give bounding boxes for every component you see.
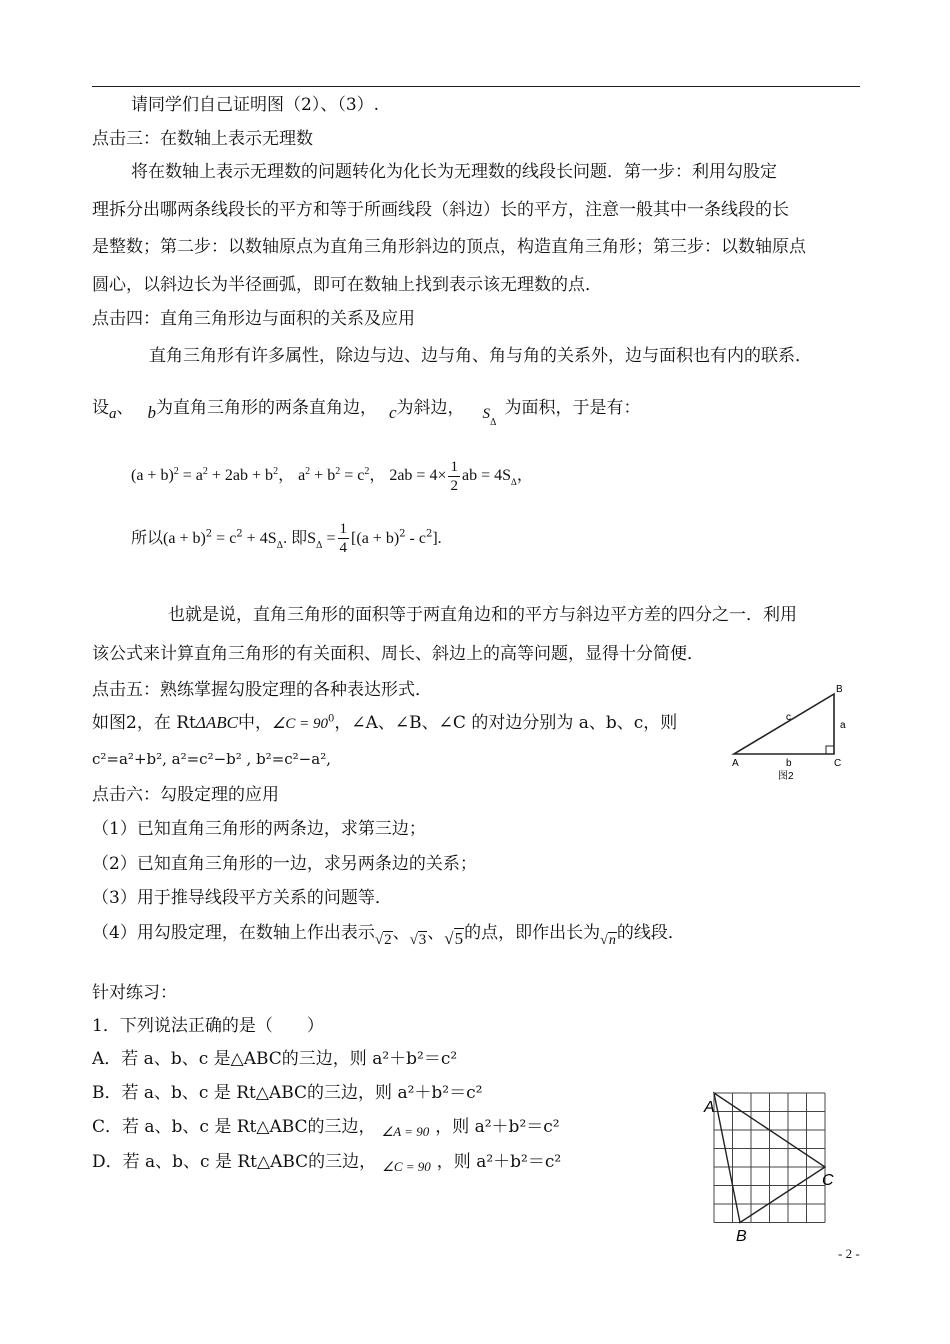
math: (a + b) <box>131 467 174 485</box>
math: = <box>322 530 336 547</box>
math: ]. <box>432 530 442 547</box>
text: C．若 a、b、c 是 Rt△ABC的三边， <box>92 1117 376 1137</box>
radicand: 5 <box>454 929 464 948</box>
list-item <box>92 920 685 948</box>
option-c <box>92 1114 560 1141</box>
math: ∠C = 90 <box>271 716 329 732</box>
math: 2 <box>335 465 341 477</box>
formula-2 <box>131 520 442 557</box>
radicand: 2 <box>384 932 392 948</box>
math: 2 <box>273 465 279 477</box>
section-heading-3: 点击三：在数轴上表示无理数 <box>92 129 313 149</box>
sqrt-3: √3 <box>409 932 427 948</box>
figure-2 <box>728 680 860 790</box>
label-A: A <box>732 758 739 769</box>
numerator: 1 <box>339 521 348 537</box>
math: 2 <box>425 528 433 540</box>
text-line-formulas: c²=a²+b², a²=c²−b² , b²=c²−a², <box>92 750 331 768</box>
text: 为面积，于是有： <box>504 398 641 418</box>
var-b: b <box>147 403 156 422</box>
math: ， <box>516 467 533 485</box>
math: = c <box>340 467 365 485</box>
math: S <box>307 530 317 547</box>
math: ∠C = 90 <box>382 1159 431 1174</box>
text-line: 圆心，以斜边长为半径画弧，即可在数轴上找到表示该无理数的点． <box>92 275 602 295</box>
sqrt-2: √2 <box>374 932 392 948</box>
text: 如图2，在 Rt <box>92 713 196 733</box>
list-item: （3）用于推导线段平方关系的问题等． <box>92 888 392 908</box>
var-s: S <box>482 406 491 422</box>
section-heading-4: 点击四：直角三角形边与面积的关系及应用 <box>92 309 415 329</box>
denominator: 2 <box>450 478 458 494</box>
list-item: （2）已知直角三角形的一边，求另两条边的关系； <box>92 854 477 874</box>
math: = a <box>178 467 203 485</box>
text: 、 <box>392 923 410 943</box>
section-heading-6: 点击六：勾股定理的应用 <box>92 785 279 805</box>
math: Δ <box>316 541 323 551</box>
text-line: 该公式来计算直角三角形的有关面积、周长、斜边上的高等问题，显得十分简便． <box>92 644 704 664</box>
grid-figure <box>700 1085 850 1250</box>
option-b: B．若 a、b、c 是 Rt△ABC的三边，则 a²＋b²＝c² <box>92 1083 483 1103</box>
math: [(a + b) <box>351 530 400 547</box>
label-a: a <box>840 720 846 731</box>
formula-1 <box>131 458 533 495</box>
text-line: 是整数；第二步：以数轴原点为直角三角形斜边的顶点，构造直角三角形；第三步：以数轴原点 <box>92 237 806 257</box>
text: ，则 a²＋b²＝c² <box>435 1117 560 1137</box>
text: 为直角三角形的两条直角边， <box>156 398 377 418</box>
var-s-sub: Δ <box>490 418 497 428</box>
sqrt-5: √5 <box>444 929 464 948</box>
header-rule <box>92 86 860 87</box>
var-a: a <box>109 406 117 422</box>
math: . 即 <box>283 530 308 547</box>
text-line: 请同学们自己证明图（2）、（3）. <box>131 95 380 115</box>
math: + 2ab + b <box>207 467 274 485</box>
text: 设 <box>92 398 109 418</box>
math: 2 <box>236 528 243 540</box>
section-heading-5: 点击五：熟练掌握勾股定理的各种表达形式． <box>92 680 432 700</box>
triangle-shape <box>734 694 834 754</box>
text: ，∠A、∠B、∠C 的对边分别为 a、b、c，则 <box>334 713 678 733</box>
label-b: b <box>786 758 792 769</box>
math: 2 <box>205 528 213 540</box>
text: 、 <box>116 398 134 418</box>
text-line-rt-triangle <box>92 710 677 737</box>
sqrt-n: √n <box>600 933 616 948</box>
fraction <box>338 520 350 557</box>
radicand: n <box>608 933 616 948</box>
option-d <box>92 1149 561 1176</box>
math: 2 <box>305 465 311 477</box>
math: 2 <box>202 465 208 477</box>
label-c: c <box>786 712 791 723</box>
math: ∠A = 90 <box>381 1124 430 1139</box>
math: 2 <box>399 528 406 540</box>
math: 2 <box>364 465 370 477</box>
label-C: C <box>822 1172 834 1189</box>
list-item: （1）已知直角三角形的两条边，求第三边； <box>92 819 426 839</box>
denominator: 4 <box>339 540 348 556</box>
label-B: B <box>736 1228 747 1245</box>
math: (a + b) <box>163 530 206 547</box>
text: 的点，即作出长为 <box>464 923 601 943</box>
math: 0 <box>328 713 335 725</box>
math: + 4S <box>242 530 277 547</box>
math: ab = 4S <box>461 467 512 485</box>
text: 为斜边， <box>396 398 465 418</box>
question-1: 1．下列说法正确的是（ ） <box>92 1016 324 1036</box>
label-C: C <box>834 758 842 769</box>
math: ， a <box>278 467 306 485</box>
text: 、 <box>427 923 445 943</box>
math: + b <box>310 467 336 485</box>
option-a: A．若 a、b、c 是△ABC的三边，则 a²＋b²＝c² <box>92 1049 458 1069</box>
radicand: 3 <box>418 932 427 948</box>
math: ΔABC <box>195 713 238 732</box>
text: （4）用勾股定理，在数轴上作出表示 <box>92 923 375 943</box>
math: 2 <box>173 465 179 477</box>
figure-caption: 图2 <box>778 771 794 782</box>
math: = c <box>212 530 237 547</box>
math: - c <box>405 530 426 547</box>
text: 的线段． <box>616 923 685 943</box>
right-angle-mark <box>826 746 834 754</box>
text-line: 理拆分出哪两条线段长的平方和等于所画线段（斜边）长的平方，注意一般其中一条线段的长 <box>92 200 789 220</box>
fraction <box>448 458 460 495</box>
label-B: B <box>836 684 843 695</box>
numerator: 1 <box>450 459 458 475</box>
math: Δ <box>511 477 517 488</box>
label-A: A <box>704 1099 715 1116</box>
text: ，则 a²＋b²＝c² <box>436 1152 562 1172</box>
page-number: - 2 - <box>838 1246 860 1261</box>
text-line: 直角三角形有许多属性，除边与边、边与角、角与角的关系外，边与面积也有内的联系． <box>149 346 812 366</box>
text: 所以 <box>131 528 164 547</box>
text-line-variables <box>92 395 641 428</box>
text: 中， <box>237 713 272 733</box>
math: ， 2ab = 4× <box>369 467 447 485</box>
math: Δ <box>276 541 284 551</box>
text-line: 也就是说，直角三角形的面积等于两直角边和的平方与斜边平方差的四分之一．利用 <box>168 605 797 625</box>
exercise-heading: 针对练习： <box>92 983 177 1003</box>
var-c: c <box>389 403 397 422</box>
text-line: 将在数轴上表示无理数的问题转化为化长为无理数的线段长问题．第一步：利用勾股定 <box>131 162 777 182</box>
text: D．若 a、b、c 是 Rt△ABC的三边， <box>92 1152 377 1172</box>
